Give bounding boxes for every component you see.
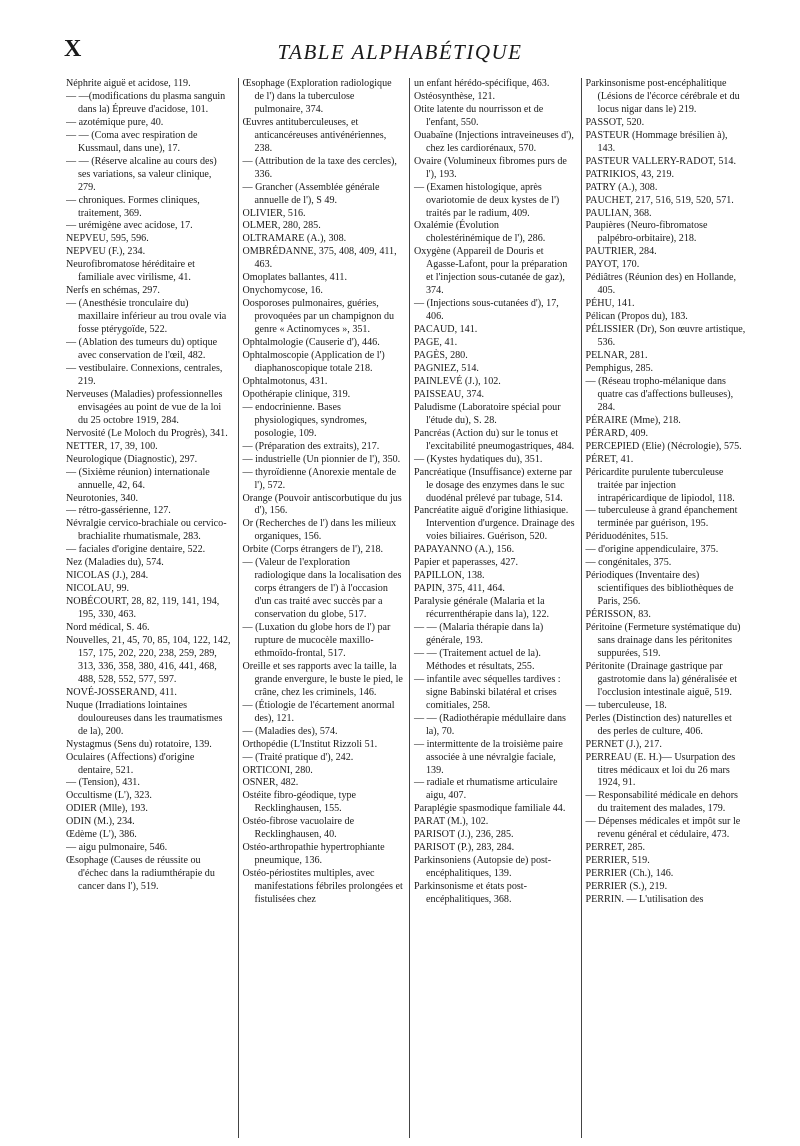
index-entry: Nerveuses (Maladies) professionnelles envisagées au point de vue de la loi du 25 octobre 1919, 284. xyxy=(66,388,223,426)
index-entry: — (Réseau tropho-mélanique dans quatre cas d'affections bulleuses), 284. xyxy=(585,375,734,413)
index-entry: — (Anesthésie tronculaire du) maxillaire inférieur au trou ovale via fosse ptérygoïde, 522. xyxy=(66,298,227,336)
index-entry: Œsophage (Causes de réussite ou d'échec dans la radiumthérapie du cancer dans l'), 519. xyxy=(66,855,215,893)
index-entry: PASSOT, 520. xyxy=(585,116,645,128)
index-entry: — (Sixième réunion) internationale annuelle, 42, 64. xyxy=(66,466,210,491)
index-entry: PERREAU (E. H.)— Usurpation des titres médicaux et loi du 26 mars 1924, 91. xyxy=(585,751,736,789)
index-entry: Paupières (Neuro-fibromatose palpébro-orbitaire), 218. xyxy=(585,220,708,245)
index-entry: Nerfs en schémas, 297. xyxy=(66,285,160,297)
index-entry: PARISOT (J.), 236, 285. xyxy=(414,829,514,841)
index-entry: — (Tension), 431. xyxy=(66,777,140,789)
index-entry: Pédiâtres (Réunion des) en Hollande, 405. xyxy=(585,272,737,297)
index-entry: NEPVEU (F.), 234. xyxy=(66,246,146,258)
index-entry: Ostéo-arthropathie hypertrophiante pneumique, 136. xyxy=(242,842,385,867)
index-entry: OSNER, 482. xyxy=(242,777,299,789)
index-entry: PARAT (M.), 102. xyxy=(414,816,489,828)
index-entry: — (Kystes hydatiques du), 351. xyxy=(414,453,543,465)
index-entry: — intermittente de la troisième paire associée à une névralgie faciale, 139. xyxy=(414,738,563,776)
index-entry: — radiale et rhumatisme articulaire aigu, 407. xyxy=(414,777,558,802)
index-entry: Péricardite purulente tuberculeuse traitée par injection intrapéricardique de lipiodol, 118. xyxy=(585,466,735,504)
index-entry: Ostéosynthèse, 121. xyxy=(414,90,496,102)
index-entry: — — (Malaria thérapie dans la) générale, 193. xyxy=(414,622,544,646)
index-entry: Paraplégie spasmodique familiale 44. xyxy=(414,803,566,815)
index-entry: — infantile avec séquelles tardives : signe Babinski bilatéral et crises comitiales, 258. xyxy=(414,673,561,711)
index-entry: Occultisme (L'), 323. xyxy=(66,790,152,802)
index-entry: — (Préparation des extraits), 217. xyxy=(242,440,380,452)
index-entry: PAGE, 41. xyxy=(414,337,458,349)
index-entry: NEPVEU, 595, 596. xyxy=(66,233,149,245)
index-entry: PAGÈS, 280. xyxy=(414,350,468,362)
index-entry: — — (Réserve alcaline au cours des) ses variations, sa valeur clinique, 279. xyxy=(66,155,217,193)
index-entry: Oxygène (Appareil de Douris et Agasse-Lafont, pour la préparation et l'injection sous-cutanée de gaz), 374. xyxy=(414,246,568,297)
index-entry: PACAUD, 141. xyxy=(414,324,478,336)
index-entry: un enfant hérédo-spécifique, 463. xyxy=(414,78,550,89)
index-entry: ODIER (Mlle), 193. xyxy=(66,803,148,815)
index-entry: NOBÉCOURT, 28, 82, 119, 141, 194, 195, 330, 463. xyxy=(66,596,220,621)
index-entry: PARISOT (P.), 283, 284. xyxy=(414,842,515,854)
index-entry: Oculaires (Affections) d'origine dentaire, 521. xyxy=(66,751,195,776)
index-entry: Neurologique (Diagnostic), 297. xyxy=(66,453,198,465)
index-entry: Nez (Maladies du), 574. xyxy=(66,557,164,569)
index-entry: PERRIER (S.), 219. xyxy=(585,881,668,893)
index-entry: PAINLEVÉ (J.), 102. xyxy=(414,375,501,387)
index-entry: — (Attribution de la taxe des cercles), 336. xyxy=(242,155,397,180)
index-entry: Opothérapie clinique, 319. xyxy=(242,388,351,400)
index-entry: PÉRET, 41. xyxy=(585,453,634,465)
index-entry: PERCEPIED (Elie) (Nécrologie), 575. xyxy=(585,440,742,452)
index-entry: — (Traité pratique d'), 242. xyxy=(242,751,354,763)
index-entry: Orthopédie (L'Institut Rizzoli 51. xyxy=(242,738,378,750)
index-entry: — d'origine appendiculaire, 375. xyxy=(585,544,719,556)
index-entry: PAGNIEZ, 514. xyxy=(414,362,479,374)
page-number: X xyxy=(64,36,82,62)
index-entry: PASTEUR (Hommage brésilien à), 143. xyxy=(585,129,728,154)
index-entry: — congénitales, 375. xyxy=(585,557,672,569)
index-entry: — faciales d'origine dentaire, 522. xyxy=(66,544,206,556)
index-entry: Pancréatique (Insuffisance) externe par le dosage des enzymes dans le suc duodénal prélevé par tubage, 514. xyxy=(414,466,573,504)
index-entry: ORTICONI, 280. xyxy=(242,764,313,776)
index-entry: Ovaire (Volumineux fibromes purs de l'), 193. xyxy=(414,155,567,180)
index-entry: Ostéo-fibrose vacuolaire de Recklinghausen, 40. xyxy=(242,816,355,841)
index-entry: PAISSEAU, 374. xyxy=(414,388,485,400)
index-columns xyxy=(66,78,746,1138)
index-entry: Ophtalmoscopie (Application de l') diaphanoscopique totale 218. xyxy=(242,350,385,374)
index-entry: — (Ablation des tumeurs du) optique avec conservation de l'œil, 482. xyxy=(66,337,218,362)
index-entry: Parkinsonisme et états post-encéphalitiques, 368. xyxy=(414,881,527,906)
index-entry: — chroniques. Formes cliniques, traitement, 369. xyxy=(66,194,200,219)
index-entry: Nystagmus (Sens du) rotatoire, 139. xyxy=(66,738,212,750)
index-entry: Pancréas (Action du) sur le tonus et l'excitabilité pneumogastriques, 484. xyxy=(414,427,575,452)
index-entry: — industrielle (Un pionnier de l'), 350. xyxy=(242,453,401,465)
index-entry: Pélican (Propos du), 183. xyxy=(585,311,688,323)
index-entry: — thyroïdienne (Anorexie mentale de l'), 572. xyxy=(242,466,397,491)
index-entry: PÉRAIRE (Mme), 218. xyxy=(585,414,681,426)
index-entry: Paludisme (Laboratoire spécial pour l'étude du), S. 28. xyxy=(414,401,561,426)
index-entry: — aigu pulmonaire, 546. xyxy=(66,842,168,854)
index-entry: Neurofibromatose héréditaire et familiale avec virilisme, 41. xyxy=(66,259,195,284)
index-entry: Pemphigus, 285. xyxy=(585,362,654,374)
index-entry: — Responsabilité médicale en dehors du traitement des malades, 179. xyxy=(585,790,738,815)
index-entry: NICOLAU, 99. xyxy=(66,583,130,595)
index-entry: Péritonite (Drainage gastrique par gastrotomie dans la) généralisée et l'occlusion intestinale aiguë, 519. xyxy=(585,660,738,698)
index-entry: Onychomycose, 16. xyxy=(242,285,323,297)
index-entry: PATRIKIOS, 43, 219. xyxy=(585,168,675,180)
index-entry: NETTER, 17, 39, 100. xyxy=(66,440,158,452)
index-entry: PASTEUR VALLERY-RADOT, 514. xyxy=(585,155,736,167)
page-title: TABLE ALPHABÉTIQUE xyxy=(277,40,523,64)
index-entry: Périodiques (Inventaire des) scientifiques des bibliothèques de Paris, 256. xyxy=(585,570,734,608)
index-entry: PERRIER, 519. xyxy=(585,855,650,867)
index-entry: PAULIAN, 368. xyxy=(585,207,652,219)
index-entry: Orange (Pouvoir antiscorbutique du jus d'), 156. xyxy=(242,492,402,517)
index-entry: PERRIER (Ch.), 146. xyxy=(585,868,674,880)
index-entry: — — (Coma avec respiration de Kussmaul, dans une), 17. xyxy=(66,129,198,154)
index-entry: — rétro-gassérienne, 127. xyxy=(66,505,171,517)
index-entry: OMBRÉDANNE, 375, 408, 409, 411, 463. xyxy=(242,246,397,271)
index-entry: PÉRISSON, 83. xyxy=(585,609,651,621)
index-entry: Ophtalmotonus, 431. xyxy=(242,375,328,387)
index-entry: — tuberculeuse, 18. xyxy=(585,699,667,711)
index-entry: PERNET (J.), 217. xyxy=(585,738,662,750)
index-entry: — (Luxation du globe hors de l') par rupture de mucocèle maxillo-ethmoïdo-frontal, 517. xyxy=(242,622,391,659)
index-entry: Oosporoses pulmonaires, guéries, provoquées par un champignon du genre « Actinomyces », 351. xyxy=(242,298,395,336)
index-entry: NICOLAS (J.), 284. xyxy=(66,570,149,582)
index-entry: — Dépenses médicales et impôt sur le revenu général et cédulaire, 473. xyxy=(585,816,741,841)
index-entry: Papier et paperasses, 427. xyxy=(414,557,518,569)
index-entry: Parkinsonisme post-encéphalitique (Lésions de l'écorce cérébrale et du locus nigar dans le) 219. xyxy=(585,78,740,115)
index-entry: — (Examen histologique, après ovariotomie de deux kystes de l') traités par le radium, 409. xyxy=(414,181,560,219)
index-entry: Névralgie cervico-brachiale ou cervico-brachialite rhumatismale, 283. xyxy=(66,518,227,543)
index-column-4 xyxy=(581,78,747,1138)
index-entry: — — (Radiothérapie médullaire dans la), 70. xyxy=(414,712,566,737)
index-entry: OLIVIER, 516. xyxy=(242,207,306,219)
index-entry: — (Valeur de l'exploration radiologique dans la localisation des corps étrangers de l') à l'occasion d'un cas traité avec succès par a conservation du globe, 517. xyxy=(242,557,402,621)
index-entry: Otite latente du nourrisson et de l'enfant, 550. xyxy=(414,103,544,128)
index-entry: Omoplates ballantes, 411. xyxy=(242,272,347,284)
index-entry: Or (Recherches de l') dans les milieux organiques, 156. xyxy=(242,518,397,543)
index-entry: Ouabaïne (Injections intraveineuses d'), chez les cardiorénaux, 570. xyxy=(414,129,574,154)
index-entry: Pancréatite aiguë d'origine lithiasique. Intervention d'urgence. Drainage des voies biliaires. Guérison, 520. xyxy=(414,505,575,543)
index-entry: — — (Traitement actuel de la). Méthodes et résultats, 255. xyxy=(414,647,541,672)
index-column-2 xyxy=(238,78,404,1138)
index-entry: PATRY (A.), 308. xyxy=(585,181,658,193)
index-entry: Néphrite aiguë et acidose, 119. xyxy=(66,78,191,89)
index-entry: PAPILLON, 138. xyxy=(414,570,485,582)
index-entry: — —(modifications du plasma sanguin dans la) Épreuve d'acidose, 101. xyxy=(66,90,226,115)
index-entry: — Grancher (Assemblée générale annuelle de l'), S 49. xyxy=(242,181,380,206)
index-entry: PERRIN. — L'utilisation des xyxy=(585,894,704,906)
index-entry: Oxalémie (Évolution cholestérinémique de l'), 286. xyxy=(414,220,546,245)
index-entry: NOVÉ-JOSSERAND, 411. xyxy=(66,686,177,698)
index-entry: — vestibulaire. Connexions, centrales, 219. xyxy=(66,362,223,387)
index-entry: PAUTRIER, 284. xyxy=(585,246,657,258)
index-entry: Nuque (Irradiations lointaines douloureuses dans les traumatismes de la), 200. xyxy=(66,699,223,737)
index-entry: PELNAR, 281. xyxy=(585,350,648,362)
index-entry: Nouvelles, 21, 45, 70, 85, 104, 122, 142, 157, 175, 202, 220, 238, 259, 289, 313, 336, 358, 380, 416, 441, 468, 488, 528, 552, 577, 597. xyxy=(66,634,231,685)
index-entry: ODIN (M.), 234. xyxy=(66,816,135,828)
index-entry: PÉLISSIER (Dr), Son œuvre artistique, 536. xyxy=(585,324,746,349)
index-column-1 xyxy=(66,78,232,1138)
index-entry: PAPAYANNO (A.), 156. xyxy=(414,544,515,556)
index-entry: PÉHU, 141. xyxy=(585,298,635,310)
index-entry: Parkinsoniens (Autopsie de) post-encéphalitiques, 139. xyxy=(414,855,552,880)
index-entry: PAPIN, 375, 411, 464. xyxy=(414,583,505,595)
index-entry: PAYOT, 170. xyxy=(585,259,640,271)
index-entry: Ostéo-périostites multiples, avec manifestations fébriles prolongées et fistulisées chez xyxy=(242,868,403,906)
index-entry: Neurotonies, 340. xyxy=(66,492,139,504)
index-entry: — tuberculeuse à grand épanchement terminée par guérison, 195. xyxy=(585,505,738,530)
index-entry: Nord médical, S. 46. xyxy=(66,622,150,634)
index-column-3 xyxy=(409,78,575,1138)
index-entry: Paralysie générale (Malaria et la récurrenthérapie dans la), 122. xyxy=(414,596,550,621)
index-entry: OLMER, 280, 285. xyxy=(242,220,321,232)
index-entry: Œuvres antituberculeuses, et anticancéreuses antivénériennes, 238. xyxy=(242,116,387,154)
index-entry: PÉRARD, 409. xyxy=(585,427,649,439)
index-entry: OLTRAMARE (A.), 308. xyxy=(242,233,347,245)
index-entry: Œsophage (Exploration radiologique de l') dans la tuberculose pulmonaire, 374. xyxy=(242,78,392,115)
index-entry: Nervosité (Le Moloch du Progrès), 341. xyxy=(66,427,228,439)
index-entry: — (Étiologie de l'écartement anormal des), 121. xyxy=(242,699,395,724)
index-entry: Ostéite fibro-géodique, type Recklinghausen, 155. xyxy=(242,790,357,815)
index-entry: Perles (Distinction des) naturelles et des perles de culture, 406. xyxy=(585,712,732,737)
index-entry: Œdème (L'), 386. xyxy=(66,829,137,841)
index-entry: — (Injections sous-cutanées d'), 17, 406. xyxy=(414,298,559,323)
index-entry: — azotémique pure, 40. xyxy=(66,116,164,128)
index-entry: Périduodénites, 515. xyxy=(585,531,669,543)
index-entry: — (Maladies des), 574. xyxy=(242,725,338,737)
index-entry: — endocrinienne. Bases physiologiques, syndromes, posologie, 109. xyxy=(242,401,367,439)
index-entry: Ophtalmologie (Causerie d'), 446. xyxy=(242,337,380,349)
index-entry: — urémigène avec acidose, 17. xyxy=(66,220,193,232)
index-entry: PERRET, 285. xyxy=(585,842,646,854)
index-entry: PAUCHET, 217, 516, 519, 520, 571. xyxy=(585,194,734,206)
index-entry: Oreille et ses rapports avec la taille, la grande envergure, le buste le pied, le crâne, chez les criminels, 146. xyxy=(242,660,403,698)
index-entry: Péritoine (Fermeture systématique du) sans drainage dans les péritonites suppurées, 519. xyxy=(585,622,741,659)
index-entry: Orbite (Corps étrangers de l'), 218. xyxy=(242,544,384,556)
